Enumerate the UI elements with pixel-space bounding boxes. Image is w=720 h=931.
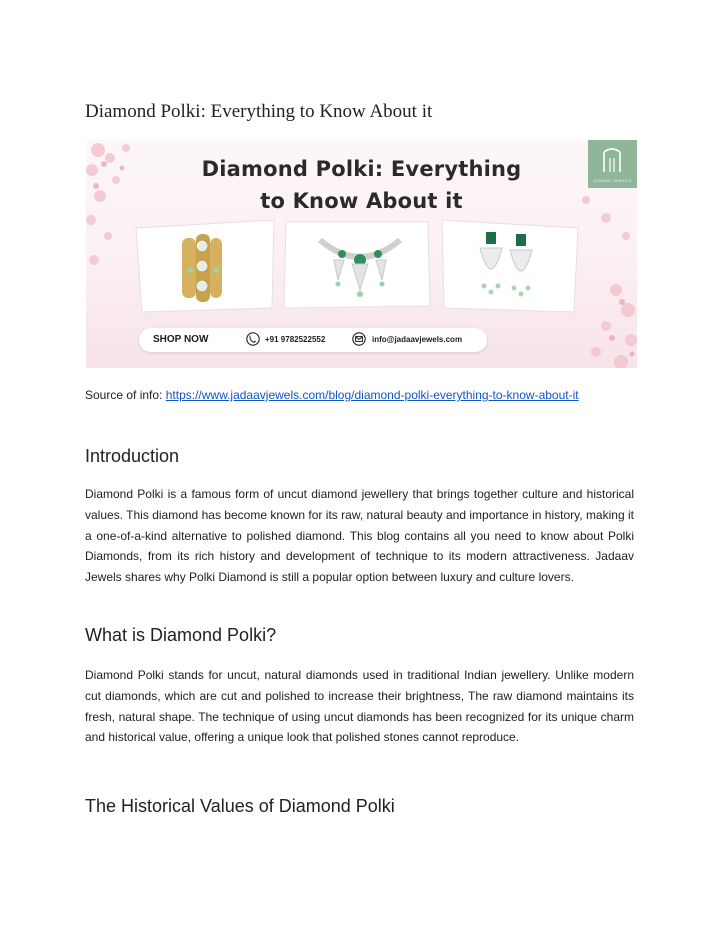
document-title: Diamond Polki: Everything to Know About it [85, 101, 433, 122]
jadaav-jewels-logo [588, 140, 637, 188]
paragraph-what-is-diamond-polki: Diamond Polki stands for uncut, natural diamonds used in traditional Indian jewellery. Unlike modern cut diamonds, which are cut and polished to increase their brightness, The raw diamond maintains its fresh, natural shape. The technique of using uncut diamonds has been recognized for its unique charm and historical value, offering a unique look that polished stones cannot reproduce. [85, 668, 634, 745]
contact-bar [139, 328, 487, 352]
mail-icon [352, 332, 366, 346]
bangle-image [182, 234, 222, 302]
source-link[interactable]: https://www.jadaavjewels.com/blog/diamond-polki-everything-to-know-about-it [165, 388, 579, 402]
hero-banner-image [86, 140, 637, 368]
banner-headline-line1: Diamond Polki: Everything [201, 157, 522, 181]
email-address: info@jadaavjewels.com [372, 335, 463, 344]
shop-now-label: SHOP NOW [153, 334, 209, 345]
source-line [85, 388, 579, 402]
logo-caption: JADAAV JEWELS [593, 178, 632, 183]
source-label: Source of info: [85, 388, 163, 402]
heading-historical-values: The Historical Values of Diamond Polki [85, 796, 395, 816]
heading-what-is-diamond-polki: What is Diamond Polki? [85, 625, 277, 645]
phone-icon [246, 332, 260, 346]
phone-number: +91 9782522552 [265, 335, 326, 344]
heading-introduction: Introduction [85, 446, 180, 466]
banner-headline-line2: to Know About it [260, 189, 463, 213]
paragraph-introduction: Diamond Polki is a famous form of uncut diamond jewellery that brings together culture and historical values. This diamond has become known for its raw, natural beauty and importance in history, making it a one-of-a-kind alternative to polished diamond. This blog contains all you need to know about Polki Diamonds, from its rich history and development of technique to its modern attractiveness. Jadaav Jewels shares why Polki Diamond is still a popular option between luxury and culture lovers. [85, 487, 634, 585]
